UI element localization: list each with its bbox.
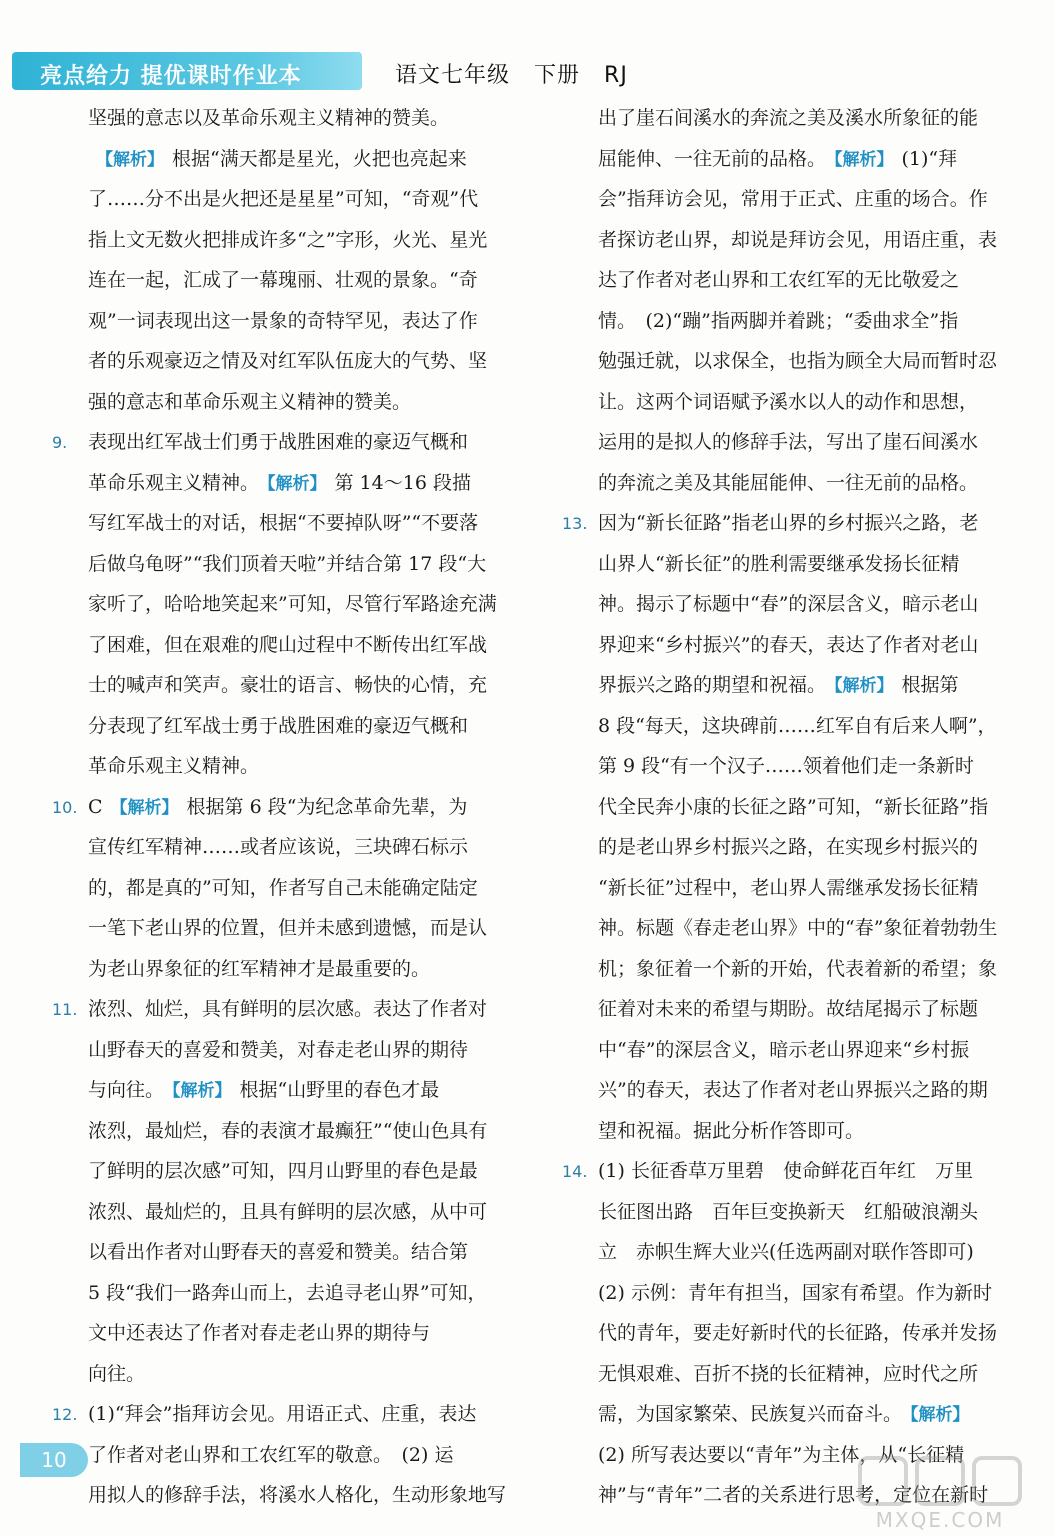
text-line: 了……分不出是火把还是星星”可知，“奇观”代	[88, 188, 479, 210]
text-line: 情。 (2)“蹦”指两脚并着跳；“委曲求全”指	[598, 309, 959, 332]
question-number: 11.	[52, 1000, 78, 1019]
text-line: 浓烈，最灿烂，春的表演才最癫狂”“使山色具有	[88, 1119, 488, 1142]
book-info	[395, 58, 644, 89]
text-line: 后做乌龟呀”“我们顶着天啦”并结合第 17 段“大	[88, 552, 487, 575]
text-line: 神”与“青年”二者的关系进行思考，定位在新时	[598, 1484, 989, 1506]
answer-12: 12. (1)“拜会”指拜访会见。用语正式、庄重，表达	[52, 1394, 524, 1435]
text-line: 让。这两个词语赋予溪水以人的动作和思想，	[598, 390, 979, 413]
left-column	[52, 98, 524, 1516]
text-line: 强的意志和革命乐观主义精神的赞美。	[88, 390, 412, 413]
text-line: 坚强的意志以及革命乐观主义精神的赞美。	[88, 107, 450, 129]
analysis-tag: 【解析】	[267, 473, 327, 494]
question-number: 13.	[562, 514, 588, 533]
question-number: 9.	[52, 433, 68, 452]
text-line: 出了崖石间溪水的奔流之美及溪水所象征的能	[598, 107, 979, 129]
text-line: 分表现了红军战士勇于战胜困难的豪迈气概和	[88, 714, 469, 737]
question-number: 12.	[52, 1405, 78, 1424]
question-number: 14.	[562, 1162, 588, 1181]
subject-grade: 语文七年级	[395, 63, 511, 88]
text-line: 界振兴之路的期望和祝福。 【解析】 根据第	[598, 674, 959, 696]
text-line: 了作者对老山界和工农红军的敬意。 (2) 运	[88, 1443, 454, 1466]
text-line: 中“春”的深层含义，暗示老山界迎来“乡村振	[598, 1038, 970, 1061]
text-line: 浓烈、最灿烂的，且具有鲜明的层次感，从中可	[88, 1200, 488, 1223]
text-line: 者的乐观豪迈之情及对红军队伍庞大的气势、坚	[88, 350, 488, 372]
watermark-logo	[840, 1452, 1040, 1532]
text-line: 长征图出路 百年巨变换新天 红船破浪潮头	[598, 1200, 979, 1223]
volume-label: 下册	[534, 63, 581, 88]
text-line: 兴”的春天，表达了作者对老山界振兴之路的期	[598, 1079, 988, 1101]
text-line: 的是老山界乡村振兴之路，在实现乡村振兴的	[598, 836, 979, 858]
brand-title: 亮点给力 提优课时作业本	[40, 64, 302, 89]
text-line: “新长征”过程中，老山界人需继承发扬长征精	[598, 876, 979, 899]
text-line: 者探访老山界，却说是拜访会见，用语庄重，表	[598, 228, 998, 251]
text-line: 山界人“新长征”的胜利需要继承发扬长征精	[598, 552, 960, 575]
text-line: 观”一词表现出这一景象的奇特罕见，表达了作	[88, 309, 478, 332]
text-line: 家听了，哈哈地笑起来”可知，尽管行军路途充满	[88, 593, 497, 615]
right-column	[562, 98, 1030, 1516]
text-line: 需，为国家繁荣、民族复兴而奋斗。 【解析】	[598, 1403, 970, 1425]
text-line: 征着对未来的希望与期盼。故结尾揭示了标题	[598, 998, 979, 1020]
answer-10: 10. C 【解析】 根据第 6 段“为纪念革命先辈，为	[52, 787, 524, 828]
answer-9: 9. 表现出红军战士们勇于战胜困难的豪迈气概和	[52, 422, 524, 463]
text-line: 神。揭示了标题中“春”的深层含义，暗示老山	[598, 593, 979, 615]
text-line: 革命乐观主义精神。 【解析】 第 14～16 段描	[88, 471, 471, 494]
text-line: 达了作者对老山界和工农红军的无比敬爱之	[598, 269, 960, 291]
analysis-tag: 【解析】	[96, 149, 164, 170]
question-number: 10.	[52, 797, 78, 817]
edition-label: RJ	[604, 63, 628, 88]
text-line: 士的喊声和笑声。豪壮的语言、畅快的心情，充	[88, 674, 488, 696]
text-line: 写红军战士的对话，根据“不要掉队呀”“不要落	[88, 512, 479, 534]
text-line: 与向往。 【解析】 根据“山野里的春色才最	[88, 1079, 440, 1101]
text-line: 的，都是真的”可知，作者写自己未能确定陆定	[88, 876, 478, 899]
answer-11: 11. 浓烈、灿烂，具有鲜明的层次感。表达了作者对	[52, 989, 524, 1030]
page-header	[0, 0, 1055, 98]
text-line: 勉强迁就，以求保全，也指为顾全大局而暂时忍	[598, 350, 998, 372]
text-line: 机；象征着一个新的开始，代表着新的希望；象	[598, 957, 998, 980]
text-line: 运用的是拟人的修辞手法，写出了崖石间溪水	[598, 431, 979, 453]
text-line: (2) 示例：青年有担当，国家有希望。作为新时	[598, 1281, 992, 1304]
text-line: 神。标题《春走老山界》中的“春”象征着勃勃生	[598, 917, 998, 939]
text-line: 用拟人的修辞手法，将溪水人格化，生动形象地写	[88, 1484, 507, 1506]
text-line: 宣传红军精神……或者应该说，三块碑石标示	[88, 836, 469, 858]
text-line: 革命乐观主义精神。	[88, 755, 260, 777]
text-line: 一笔下老山界的位置，但并未感到遗憾，而是认	[88, 917, 488, 939]
text-line: 以看出作者对山野春天的喜爱和赞美。结合第	[88, 1241, 469, 1263]
watermark-text: MXQE.COM	[875, 1508, 1005, 1532]
text-line: 【解析】 根据“满天都是星光，火把也亮起来	[96, 147, 467, 170]
text-line: 界迎来“乡村振兴”的春天，表达了作者对老山	[598, 633, 979, 656]
analysis-tag: 【解析】	[110, 797, 179, 818]
analysis-tag: 【解析】	[910, 1405, 970, 1425]
text-line: 为老山界象征的红军精神才是最重要的。	[88, 957, 431, 980]
text-line: 无惧艰难、百折不挠的长征精神，应时代之所	[598, 1362, 979, 1385]
text-line: 山野春天的喜爱和赞美，对春走老山界的期待	[88, 1038, 469, 1061]
text-line: 代全民奔小康的长征之路”可知，“新长征路”指	[598, 795, 989, 818]
text-line: 第 9 段“有一个汉子……领着他们走一条新时	[598, 755, 974, 777]
text-line: 8 段“每天，这块碑前……红军自有后来人啊”，	[598, 714, 997, 737]
text-line: 指上文无数火把排成许多“之”字形，火光、星光	[88, 228, 488, 251]
text-line: (2) 所写表达要以“青年”为主体，从“长征精	[598, 1443, 965, 1466]
text-line: 立 赤帜生辉大业兴(任选两副对联作答即可)	[598, 1241, 974, 1263]
text-line: 会”指拜访会见，常用于正式、庄重的场合。作	[598, 188, 988, 210]
text-line: 屈能伸、一往无前的品格。 【解析】 (1)“拜	[598, 147, 958, 170]
text-line: 5 段“我们一路奔山而上，去追寻老山界”可知，	[88, 1281, 487, 1304]
watermark-seal-icon	[840, 1452, 1040, 1512]
analysis-tag: 【解析】	[834, 676, 894, 696]
text-line: 代的青年，要走好新时代的长征路，传承并发扬	[598, 1322, 998, 1344]
text-line: 向往。	[88, 1362, 146, 1385]
answer-14: 14. (1) 长征香草万里碧 使命鲜花百年红 万里	[562, 1151, 1030, 1192]
analysis-tag: 【解析】	[834, 149, 894, 170]
text-line: 连在一起，汇成了一幕瑰丽、壮观的景象。“奇	[88, 269, 478, 291]
text-line: 望和祝福。据此分析作答即可。	[598, 1119, 865, 1142]
page-number: 10	[20, 1443, 88, 1477]
text-line: 的奔流之美及其能屈能伸、一往无前的品格。	[598, 471, 979, 494]
text-line: 文中还表达了作者对春走老山界的期待与	[88, 1322, 431, 1344]
answer-13: 13. 因为“新长征路”指老山界的乡村振兴之路，老	[562, 503, 1030, 544]
analysis-tag: 【解析】	[172, 1081, 232, 1101]
text-line: 了困难，但在艰难的爬山过程中不断传出红军战	[88, 633, 488, 656]
text-line: 了鲜明的层次感”可知，四月山野里的春色是最	[88, 1160, 478, 1182]
